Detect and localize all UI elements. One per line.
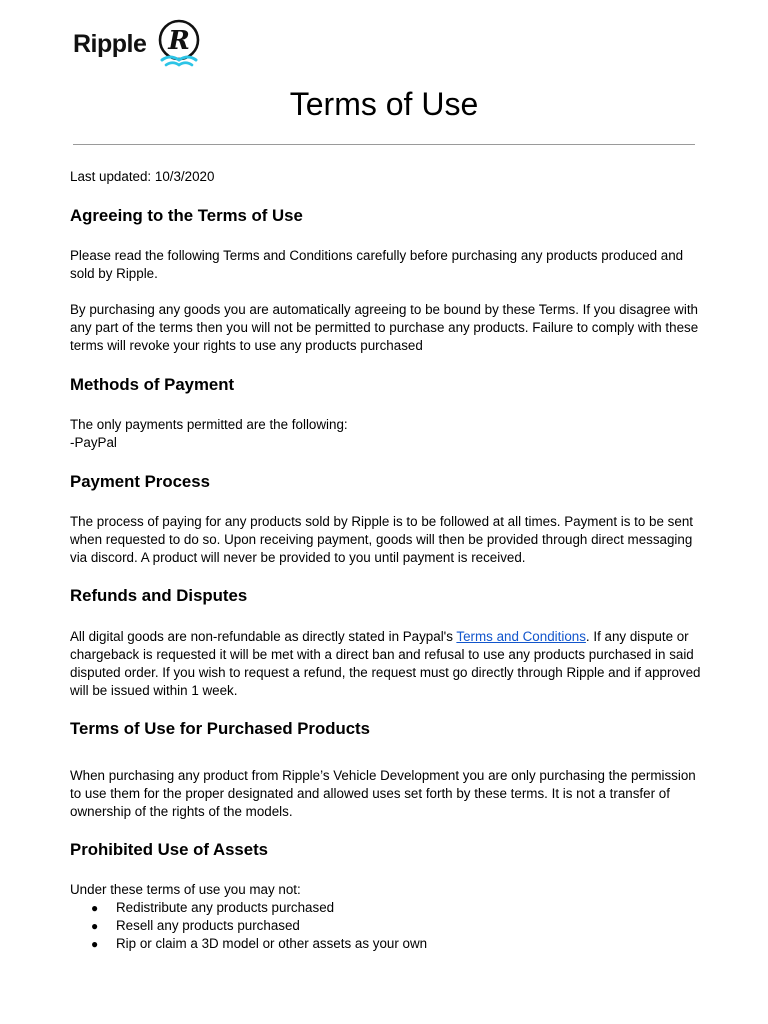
page-title: Terms of Use: [289, 86, 479, 122]
methods-line-1: The only payments permitted are the following:: [70, 417, 348, 432]
bullet-icon: ●: [91, 937, 99, 951]
process-paragraph: The process of paying for any products sold by Ripple is to be followed at all times. Payment is to be sent when requested to do so. Upon receiving payment, goods will then be provided through direct messaging via discord. A product will never be provided to you until payment is received.: [70, 514, 693, 565]
bullet-icon: ●: [91, 901, 99, 915]
refunds-text-before: All digital goods are non-refundable as directly stated in Paypal's: [70, 629, 457, 644]
refunds-text-after: . If any dispute or chargeback is requested it will be met with a direct ban and refusal to use any products purchased in said disputed order. If you wish to request a refund, the request must go directly through Ripple and if approved will be issued within 1 week.: [70, 629, 701, 698]
logo-wordmark: Ripple: [73, 29, 147, 58]
list-item-text: Redistribute any products purchased: [116, 900, 335, 915]
svg-text:R: R: [168, 26, 191, 56]
ripple-logo: [73, 18, 206, 70]
list-item: [70, 899, 706, 917]
prohibited-list: [70, 899, 706, 953]
heading-terms-purchased-products: Terms of Use for Purchased Products: [70, 719, 370, 738]
heading-agreeing: Agreeing to the Terms of Use: [70, 206, 303, 225]
heading-methods-of-payment: Methods of Payment: [70, 375, 235, 394]
terms-and-conditions-link[interactable]: Terms and Conditions: [456, 629, 586, 644]
bullet-icon: ●: [91, 919, 99, 933]
ripple-emblem-icon: [154, 18, 206, 70]
list-item-text: Resell any products purchased: [116, 918, 300, 933]
heading-refunds-disputes: Refunds and Disputes: [70, 586, 248, 605]
list-item: [70, 917, 706, 935]
title-divider: [73, 144, 695, 145]
prohibited-intro: Under these terms of use you may not:: [70, 882, 301, 897]
methods-line-2: -PayPal: [70, 435, 117, 450]
refunds-paragraph: [70, 628, 706, 700]
agreeing-paragraph-1: Please read the following Terms and Conditions carefully before purchasing any products produced and sold by Ripple.: [70, 248, 684, 281]
last-updated: Last updated: 10/3/2020: [70, 169, 215, 184]
heading-prohibited-use: Prohibited Use of Assets: [70, 840, 268, 859]
list-item: [70, 935, 706, 953]
heading-payment-process: Payment Process: [70, 472, 210, 491]
terms-purchased-paragraph: When purchasing any product from Ripple’s Vehicle Development you are only purchasing the permission to use them for the proper designated and allowed uses set forth by these terms. It is not a transfer of ownership of the rights of the models.: [70, 768, 696, 819]
agreeing-paragraph-2: By purchasing any goods you are automatically agreeing to be bound by these Terms. If you disagree with any part of the terms then you will not be permitted to purchase any products. Failure to comply with these terms will revoke your rights to use any products purchased: [70, 302, 699, 353]
list-item-text: Rip or claim a 3D model or other assets as your own: [116, 936, 428, 951]
